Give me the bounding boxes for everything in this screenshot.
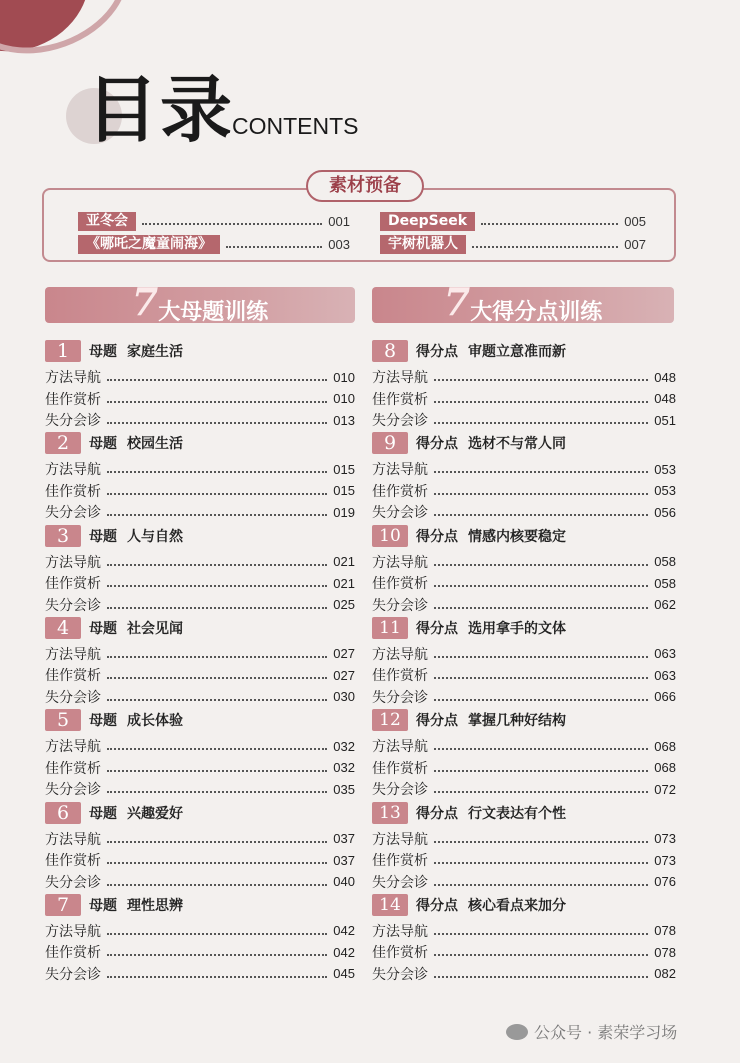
- toc-row[interactable]: [372, 460, 676, 478]
- toc-row[interactable]: [45, 922, 355, 940]
- topic-kind: 母题: [89, 805, 117, 822]
- leader-dots: [434, 764, 648, 772]
- materials-title: 素材预备: [306, 170, 424, 202]
- leader-dots: [107, 487, 327, 495]
- toc-row[interactable]: [45, 666, 355, 684]
- material-label: 宇树机器人: [380, 235, 466, 254]
- topic-name: 选材不与常人同: [468, 436, 566, 453]
- topic-number: 5: [45, 709, 81, 731]
- toc-row-label: 失分会诊: [45, 966, 101, 983]
- column-heading-right: [372, 279, 674, 325]
- topic-number: 13: [372, 802, 408, 824]
- toc-row-label: 方法导航: [45, 923, 101, 940]
- leader-dots: [107, 764, 327, 772]
- topic-name: 情感内核要稳定: [468, 528, 566, 545]
- toc-row-label: 佳作赏析: [45, 483, 101, 500]
- leader-dots: [107, 395, 327, 403]
- leader-dots: [434, 465, 648, 473]
- toc-row-page: 078: [654, 923, 676, 939]
- toc-row[interactable]: [372, 645, 676, 663]
- toc-row-label: 方法导航: [372, 554, 428, 571]
- toc-row-page: 042: [333, 944, 355, 960]
- toc-row-page: 068: [654, 738, 676, 754]
- toc-row[interactable]: [45, 645, 355, 663]
- toc-row-page: 073: [654, 852, 676, 868]
- topic-name: 家庭生活: [127, 344, 183, 360]
- toc-row-label: 方法导航: [372, 831, 428, 848]
- leader-dots: [107, 878, 327, 886]
- leader-dots: [434, 948, 648, 956]
- toc-row-page: 078: [654, 944, 676, 960]
- leader-dots: [434, 835, 648, 843]
- toc-row-page: 068: [654, 760, 676, 776]
- topic-heading[interactable]: [372, 894, 566, 916]
- toc-row-label: 失分会诊: [372, 966, 428, 983]
- toc-row-label: 方法导航: [45, 831, 101, 848]
- topic-heading[interactable]: [45, 802, 183, 824]
- toc-row[interactable]: [45, 368, 355, 386]
- toc-row-page: 082: [654, 966, 676, 982]
- page-subtitle: CONTENTS: [232, 113, 359, 139]
- toc-row[interactable]: [45, 759, 355, 777]
- toc-row[interactable]: [45, 390, 355, 408]
- leader-dots: [434, 558, 648, 566]
- toc-row-page: 032: [333, 760, 355, 776]
- toc-row-label: 方法导航: [372, 462, 428, 479]
- material-page: 001: [328, 213, 350, 229]
- heading-number: 7: [131, 279, 159, 324]
- leader-dots: [434, 601, 648, 609]
- topic-number: 1: [45, 340, 81, 362]
- toc-row-label: 佳作赏析: [372, 668, 428, 685]
- toc-row-page: 058: [654, 554, 676, 570]
- watermark-text: 公众号 · 素荣学习场: [534, 1023, 678, 1042]
- material-item[interactable]: [78, 234, 350, 254]
- toc-row-page: 053: [654, 483, 676, 499]
- toc-row[interactable]: [372, 482, 676, 500]
- topic-kind: 母题: [89, 897, 117, 914]
- topic-number: 12: [372, 709, 408, 731]
- leader-dots: [107, 948, 327, 956]
- toc-row-page: 030: [333, 689, 355, 705]
- leader-dots: [107, 742, 327, 750]
- leader-dots: [107, 373, 327, 381]
- toc-row[interactable]: [372, 943, 676, 961]
- toc-row[interactable]: [372, 759, 676, 777]
- topic-name: 审题立意准而新: [468, 344, 566, 360]
- leader-dots: [107, 835, 327, 843]
- toc-row-label: 方法导航: [372, 739, 428, 756]
- toc-row[interactable]: [45, 965, 355, 983]
- topic-kind: 得分点: [416, 713, 458, 730]
- toc-row-page: 027: [333, 667, 355, 683]
- topic-name: 核心看点来加分: [468, 897, 566, 914]
- topic-number: 14: [372, 894, 408, 916]
- leader-dots: [434, 508, 648, 516]
- toc-row-page: 032: [333, 738, 355, 754]
- heading-text: 大母题训练: [158, 300, 269, 325]
- toc-row[interactable]: [372, 830, 676, 848]
- topic-name: 理性思辨: [127, 897, 183, 914]
- toc-row[interactable]: [372, 390, 676, 408]
- toc-row[interactable]: [45, 830, 355, 848]
- topic-kind: 得分点: [416, 528, 458, 545]
- toc-row-label: 失分会诊: [45, 413, 101, 429]
- toc-row-page: 076: [654, 874, 676, 889]
- topic-kind: 得分点: [416, 344, 458, 360]
- toc-row-label: 佳作赏析: [372, 760, 428, 777]
- toc-row-label: 失分会诊: [372, 413, 428, 429]
- toc-row-page: 048: [654, 391, 676, 406]
- toc-row-page: 015: [333, 461, 355, 477]
- topic-kind: 母题: [89, 344, 117, 360]
- toc-row-label: 方法导航: [45, 462, 101, 479]
- topic-name: 掌握几种好结构: [468, 713, 566, 730]
- toc-row-page: 048: [654, 369, 676, 385]
- toc-row-page: 040: [333, 874, 355, 889]
- leader-dots: [142, 217, 322, 225]
- leader-dots: [434, 785, 648, 793]
- toc-row-label: 失分会诊: [372, 505, 428, 522]
- topic-kind: 母题: [89, 528, 117, 545]
- toc-row-label: 方法导航: [45, 646, 101, 663]
- toc-row[interactable]: [45, 873, 355, 891]
- leader-dots: [107, 465, 327, 473]
- toc-row-label: 佳作赏析: [45, 668, 101, 685]
- topic-kind: 得分点: [416, 620, 458, 637]
- material-label: DeepSeek: [380, 212, 475, 231]
- toc-row-page: 062: [654, 597, 676, 613]
- topic-heading[interactable]: [45, 340, 183, 362]
- leader-dots: [434, 579, 648, 587]
- leader-dots: [107, 856, 327, 864]
- toc-row-label: 佳作赏析: [45, 391, 101, 408]
- leader-dots: [434, 395, 648, 403]
- toc-row-page: 045: [333, 966, 355, 982]
- toc-row[interactable]: [372, 553, 676, 571]
- toc-row[interactable]: [372, 780, 676, 798]
- material-page: 005: [624, 213, 646, 229]
- toc-row-label: 方法导航: [45, 370, 101, 386]
- toc-row-page: 073: [654, 831, 676, 846]
- topic-number: 11: [372, 617, 408, 639]
- topic-heading[interactable]: [45, 617, 183, 639]
- topic-number: 2: [45, 432, 81, 454]
- topic-heading[interactable]: [45, 894, 183, 916]
- topic-name: 成长体验: [127, 713, 183, 730]
- toc-row[interactable]: [45, 482, 355, 500]
- leader-dots: [434, 373, 648, 381]
- topic-kind: 得分点: [416, 805, 458, 822]
- material-page: 007: [624, 236, 646, 252]
- toc-row-label: 方法导航: [45, 739, 101, 756]
- toc-row-page: 010: [333, 369, 355, 385]
- material-page: 003: [328, 236, 350, 252]
- toc-row[interactable]: [45, 574, 355, 592]
- topic-name: 兴趣爱好: [127, 805, 183, 822]
- toc-row-label: 佳作赏析: [372, 576, 428, 593]
- toc-row[interactable]: [372, 411, 676, 429]
- topic-heading[interactable]: [372, 525, 566, 547]
- toc-row[interactable]: [372, 596, 676, 614]
- toc-row-label: 失分会诊: [45, 782, 101, 799]
- toc-row-page: 063: [654, 646, 676, 662]
- topic-name: 行文表达有个性: [468, 805, 566, 822]
- material-label: 《哪吒之魔童闹海》: [78, 235, 220, 254]
- topic-heading[interactable]: [372, 802, 566, 824]
- toc-row-label: 失分会诊: [45, 597, 101, 614]
- topic-number: 7: [45, 894, 81, 916]
- toc-row[interactable]: [372, 873, 676, 891]
- toc-row-label: 佳作赏析: [45, 853, 101, 869]
- topic-kind: 母题: [89, 713, 117, 730]
- topic-number: 10: [372, 525, 408, 547]
- toc-row[interactable]: [45, 460, 355, 478]
- leader-dots: [434, 927, 648, 935]
- leader-dots: [107, 970, 327, 978]
- toc-row-page: 010: [333, 391, 355, 406]
- toc-row-page: 027: [333, 646, 355, 662]
- toc-row-label: 佳作赏析: [372, 391, 428, 408]
- toc-row-label: 方法导航: [45, 554, 101, 571]
- leader-dots: [107, 927, 327, 935]
- topic-number: 9: [372, 432, 408, 454]
- topic-heading[interactable]: [45, 432, 183, 454]
- toc-row-page: 015: [333, 483, 355, 499]
- page-title: 目录: [86, 68, 235, 152]
- topic-kind: 母题: [89, 620, 117, 637]
- topic-name: 社会见闻: [127, 620, 183, 637]
- topic-number: 4: [45, 617, 81, 639]
- toc-row-label: 佳作赏析: [372, 483, 428, 500]
- leader-dots: [434, 693, 648, 701]
- toc-row-page: 035: [333, 781, 355, 797]
- toc-row-label: 失分会诊: [45, 874, 101, 891]
- toc-row-page: 037: [333, 831, 355, 846]
- material-item[interactable]: [380, 234, 646, 254]
- leader-dots: [107, 693, 327, 701]
- toc-row[interactable]: [372, 688, 676, 706]
- toc-row[interactable]: [372, 965, 676, 983]
- toc-row-label: 佳作赏析: [45, 760, 101, 777]
- toc-row-label: 失分会诊: [45, 505, 101, 522]
- leader-dots: [434, 742, 648, 750]
- leader-dots: [107, 650, 327, 658]
- leader-dots: [434, 650, 648, 658]
- toc-row[interactable]: [372, 503, 676, 521]
- topic-kind: 母题: [89, 436, 117, 453]
- toc-row-label: 失分会诊: [45, 689, 101, 706]
- leader-dots: [107, 579, 327, 587]
- toc-row-label: 佳作赏析: [45, 576, 101, 593]
- toc-row-label: 佳作赏析: [45, 945, 101, 962]
- topic-heading[interactable]: [45, 709, 183, 731]
- wechat-icon: [506, 1024, 528, 1040]
- toc-row-page: 021: [333, 554, 355, 570]
- toc-row-label: 佳作赏析: [372, 945, 428, 962]
- toc-row-page: 013: [333, 412, 355, 428]
- toc-row-label: 方法导航: [372, 646, 428, 663]
- leader-dots: [434, 856, 648, 864]
- column-heading-left: [45, 279, 355, 325]
- leader-dots: [107, 558, 327, 566]
- toc-row-page: 053: [654, 461, 676, 477]
- toc-row-page: 019: [333, 504, 355, 520]
- toc-row-page: 063: [654, 667, 676, 683]
- topic-name: 选用拿手的文体: [468, 620, 566, 637]
- toc-row-page: 056: [654, 504, 676, 520]
- toc-row[interactable]: [45, 553, 355, 571]
- toc-row-page: 025: [333, 597, 355, 613]
- leader-dots: [434, 487, 648, 495]
- toc-row-page: 058: [654, 575, 676, 591]
- toc-row-label: 方法导航: [372, 370, 428, 386]
- toc-row[interactable]: [372, 851, 676, 869]
- leader-dots: [434, 671, 648, 679]
- toc-row[interactable]: [372, 574, 676, 592]
- toc-row-label: 佳作赏析: [372, 853, 428, 869]
- toc-row-label: 失分会诊: [372, 597, 428, 614]
- toc-row[interactable]: [372, 922, 676, 940]
- topic-heading[interactable]: [372, 432, 566, 454]
- toc-row-label: 失分会诊: [372, 689, 428, 706]
- toc-row-page: 066: [654, 689, 676, 705]
- topic-name: 人与自然: [127, 528, 183, 545]
- toc-row[interactable]: [372, 666, 676, 684]
- material-label: 亚冬会: [78, 212, 136, 231]
- toc-row[interactable]: [45, 596, 355, 614]
- leader-dots: [472, 240, 618, 248]
- leader-dots: [434, 416, 648, 424]
- topic-name: 校园生活: [127, 436, 183, 453]
- leader-dots: [107, 508, 327, 516]
- heading-text: 大得分点训练: [470, 300, 603, 325]
- topic-number: 8: [372, 340, 408, 362]
- leader-dots: [434, 970, 648, 978]
- leader-dots: [481, 217, 618, 225]
- topic-heading[interactable]: [372, 709, 566, 731]
- topic-number: 3: [45, 525, 81, 547]
- toc-row[interactable]: [45, 780, 355, 798]
- toc-row-page: 051: [654, 412, 676, 428]
- toc-row-label: 方法导航: [372, 923, 428, 940]
- toc-row[interactable]: [45, 737, 355, 755]
- toc-row-page: 021: [333, 575, 355, 591]
- toc-row[interactable]: [45, 851, 355, 869]
- topic-kind: 得分点: [416, 897, 458, 914]
- leader-dots: [434, 878, 648, 886]
- topic-heading[interactable]: [372, 617, 566, 639]
- toc-row[interactable]: [372, 737, 676, 755]
- leader-dots: [107, 785, 327, 793]
- toc-row[interactable]: [45, 503, 355, 521]
- toc-row-label: 失分会诊: [372, 782, 428, 799]
- leader-dots: [107, 416, 327, 424]
- material-item[interactable]: [380, 211, 646, 231]
- topic-heading[interactable]: [372, 340, 566, 362]
- toc-row-label: 失分会诊: [372, 874, 428, 891]
- topic-number: 6: [45, 802, 81, 824]
- watermark: [506, 1020, 677, 1043]
- toc-row[interactable]: [45, 411, 355, 429]
- toc-row[interactable]: [372, 368, 676, 386]
- toc-row[interactable]: [45, 943, 355, 961]
- material-item[interactable]: [78, 211, 350, 231]
- leader-dots: [107, 601, 327, 609]
- leader-dots: [107, 671, 327, 679]
- leader-dots: [226, 240, 322, 248]
- toc-row-page: 072: [654, 781, 676, 797]
- topic-heading[interactable]: [45, 525, 183, 547]
- toc-row-page: 037: [333, 852, 355, 868]
- toc-row-page: 042: [333, 923, 355, 939]
- toc-row[interactable]: [45, 688, 355, 706]
- heading-number: 7: [443, 279, 471, 324]
- topic-kind: 得分点: [416, 436, 458, 453]
